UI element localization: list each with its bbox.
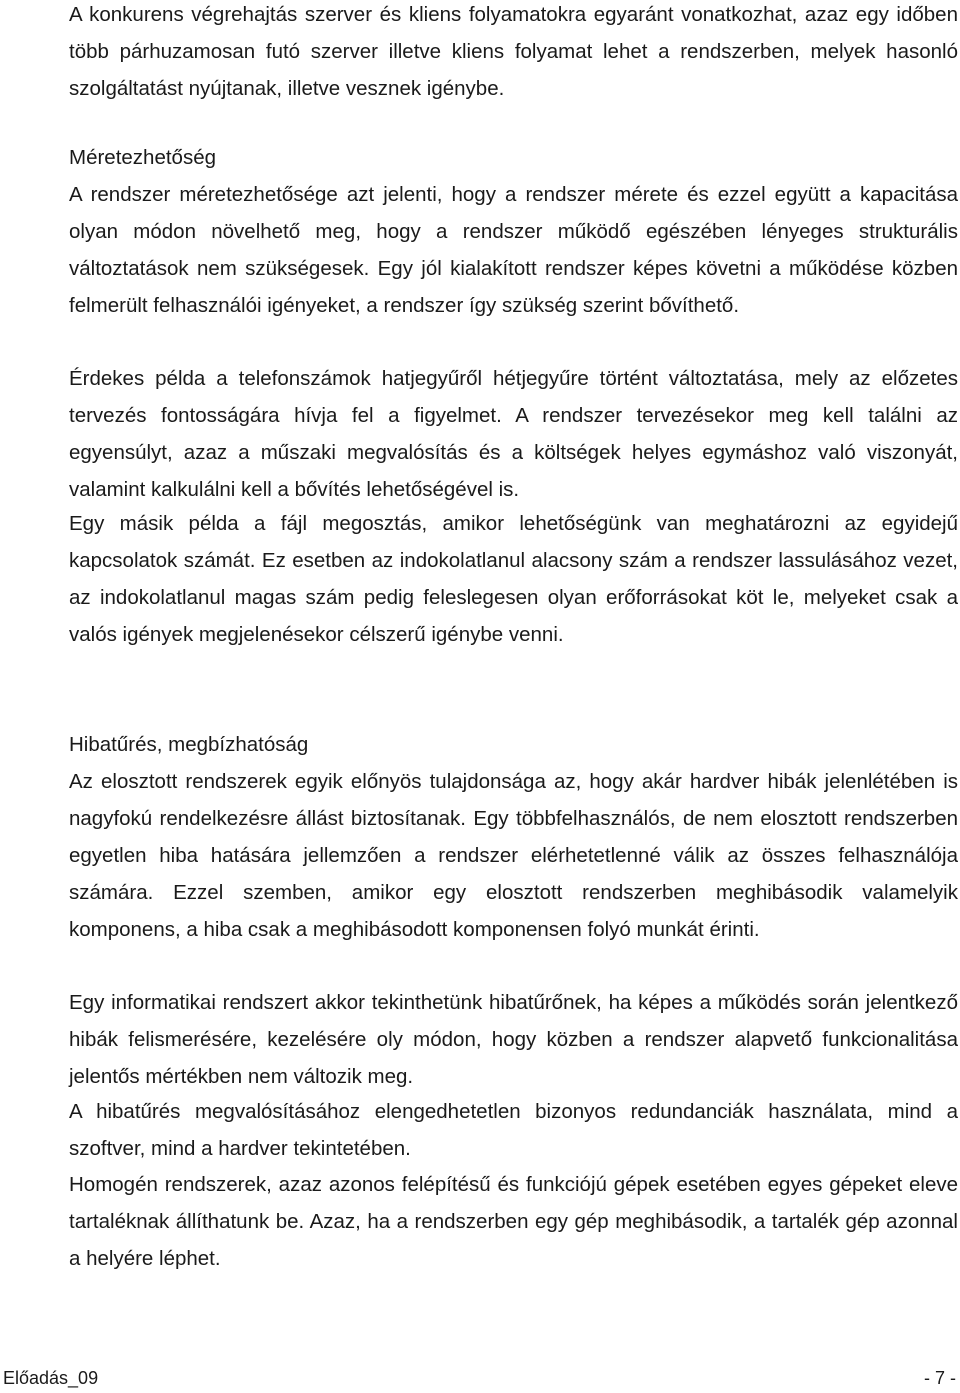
scalability-paragraph-3: Egy másik példa a fájl megosztás, amikor lehetőségünk van meghatározni az egyidejű kapcsolatok számát. Ez esetben az indokolatlanul alacsony szám a rendszer lassulásához vezet, az indokolatlanul magas szám pedig feleslegesen olyan erőforrásokat köt le, melyeket csak a valós igények megjelenésekor célszerű igénybe venni. — [69, 512, 958, 646]
fault-tolerance-paragraph-3: A hibatűrés megvalósításához elengedhetetlen bizonyos redundanciák használata, mind a szoftver, mind a hardver tekintetében. — [69, 1100, 958, 1160]
fault-tolerance-paragraph-4: Homogén rendszerek, azaz azonos felépítésű és funkciójú gépek esetében egyes gépeket eleve tartaléknak állíthatunk be. Azaz, ha a rendszerben egy gép meghibásodik, a tartalék gép azonnal a helyére léphet. — [69, 1173, 958, 1270]
scalability-paragraph-1: A rendszer méretezhetősége azt jelenti, hogy a rendszer mérete és ezzel együtt a kapacitása olyan módon növelhető meg, hogy a rendszer működő egészében lényeges strukturális változtatások nem szükségesek. Egy jól kialakított rendszer képes követni a működése közben felmerült felhasználói igényeket, a rendszer így szükség szerint bővíthető. — [69, 183, 958, 317]
intro-paragraph: A konkurens végrehajtás szerver és kliens folyamatokra egyaránt vonatkozhat, azaz egy időben több párhuzamosan futó szerver illetve kliens folyamat lehet a rendszerben, melyek hasonló szolgáltatást nyújtanak, illetve vesznek igénybe. — [69, 3, 958, 100]
scalability-paragraph-2: Érdekes példa a telefonszámok hatjegyűről hétjegyűre történt változtatása, mely az előzetes tervezés fontosságára hívja fel a figyelmet. A rendszer tervezésekor meg kell találni az egyensúlyt, azaz a műszaki megvalósítás és a költségek helyes egymáshoz való viszonyát, valamint kalkulálni kell a bővítés lehetőségével is. — [69, 367, 958, 501]
fault-tolerance-paragraph-1: Az elosztott rendszerek egyik előnyös tulajdonsága az, hogy akár hardver hibák jelenlétében is nagyfokú rendelkezésre állást biztosítanak. Egy többfelhasználós, de nem elosztott rendszerben egyetlen hiba hatására jellemzően a rendszer elérhetetlenné válik az összes felhasználója számára. Ezzel szemben, amikor egy elosztott rendszerben meghibásodik valamelyik komponens, a hiba csak a meghibásodott komponensen folyó munkát érinti. — [69, 770, 958, 941]
fault-tolerance-paragraph-2: Egy informatikai rendszert akkor tekinthetünk hibatűrőnek, ha képes a működés során jelentkező hibák felismerésére, kezelésére oly módon, hogy közben a rendszer alapvető funkcionalitása jelentős mértékben nem változik meg. — [69, 991, 958, 1088]
fault-tolerance-heading: Hibatűrés, megbízhatóság — [69, 733, 309, 756]
footer-page-number: - 7 - — [923, 1368, 956, 1388]
scalability-heading: Méretezhetőség — [69, 146, 217, 169]
footer-lecture-label: Előadás_09 — [3, 1368, 99, 1388]
